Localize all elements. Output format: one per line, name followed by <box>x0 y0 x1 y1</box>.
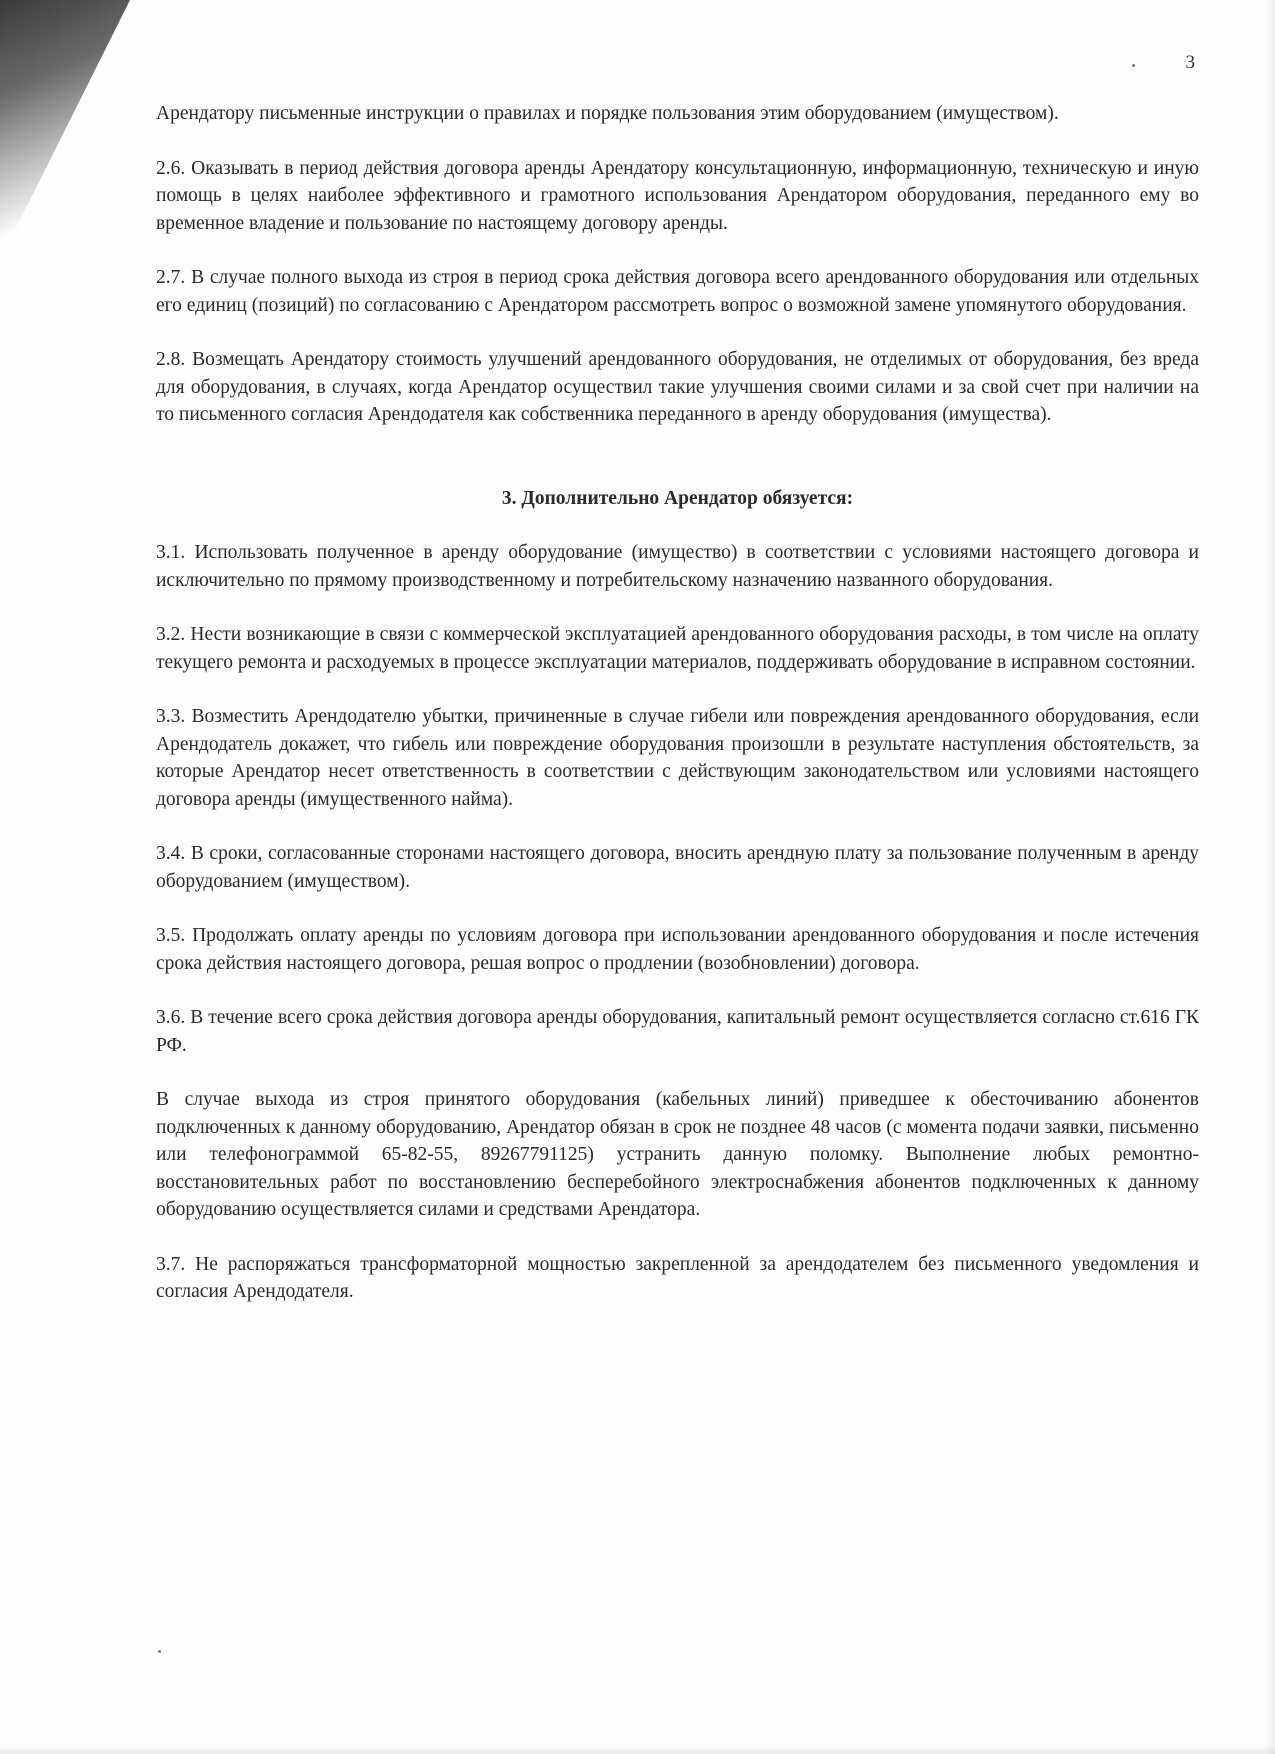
scan-shadow-bottom-edge <box>0 1746 1275 1754</box>
paragraph-3-2: 3.2. Нести возникающие в связи с коммерческой эксплуатацией арендованного оборудования расходы, в том числе на оплату текущего ремонта и расходуемых в процессе эксплуатации материалов, поддерживать оборудование в исправном состоянии. <box>156 624 1199 673</box>
document-body <box>156 100 1199 1333</box>
paragraph-3-7: 3.7. Не распоряжаться трансформаторной мощностью закрепленной за арендодателем без письменного уведомления и согласия Арендодателя. <box>156 1253 1199 1302</box>
scan-shadow-corner <box>0 0 130 260</box>
scan-shadow-right-edge <box>1265 0 1275 1754</box>
paragraph-3-1: 3.1. Использовать полученное в аренду оборудование (имущество) в соответствии с условиями настоящего договора и исключительно по прямому производственному и потребительскому назначению названного оборудования. <box>156 542 1199 591</box>
paragraph-3-5: 3.5. Продолжать оплату аренды по условиям договора при использовании арендованного оборудования и после истечения срока действия настоящего договора, решая вопрос о продлении (возобновлении) договора. <box>156 925 1199 974</box>
page-number: 3 <box>1185 52 1195 73</box>
paragraph-3-6-outage: В случае выхода из строя принятого оборудования (кабельных линий) приведшее к обесточиванию абонентов подключенных к данному оборудованию, Арендатор обязан в срок не позднее 48 часов (с момента подачи заявки, письменно или телефонограммой 65-82-55, 89267791125) устранить данную поломку. Выполнение любых ремонтно-восстановительных работ по восстановлению бесперебойного электроснабжения абонентов подключенных к данному оборудованию осуществляется силами и средствами Арендатора. <box>156 1089 1199 1220</box>
paragraph-2-5-continuation: Арендатору письменные инструкции о правилах и порядке пользования этим оборудованием (имуществом). <box>156 103 1059 124</box>
scan-speck <box>1132 64 1135 67</box>
paragraph-3-4: 3.4. В сроки, согласованные сторонами настоящего договора, вносить арендную плату за пользование полученным в аренду оборудованием (имуществом). <box>156 843 1199 892</box>
paragraph-3-6: 3.6. В течение всего срока действия договора аренды оборудования, капитальный ремонт осуществляется согласно ст.616 ГК РФ. <box>156 1007 1199 1056</box>
section-3-heading: 3. Дополнительно Арендатор обязуется: <box>501 487 854 509</box>
scan-speck <box>158 1650 161 1653</box>
paragraph-3-3: 3.3. Возместить Арендодателю убытки, причиненные в случае гибели или повреждения арендованного оборудования, если Арендодатель докажет, что гибель или повреждение оборудования произошли в результате наступления обстоятельств, за которые Арендатор несет ответственность в соответствии с действующим законодательством или условиями настоящего договора аренды (имущественного найма). <box>156 706 1199 810</box>
paragraph-2-7: 2.7. В случае полного выхода из строя в период срока действия договора всего арендованного оборудования или отдельных его единиц (позиций) по согласованию с Арендатором рассмотреть вопрос о возможной замене упомянутого оборудования. <box>156 267 1199 316</box>
paragraph-2-6: 2.6. Оказывать в период действия договора аренды Арендатору консультационную, информационную, техническую и иную помощь в целях наиболее эффективного и грамотного использования Арендатором оборудования, переданного ему во временное владение и пользование по настоящему договору аренды. <box>156 157 1199 234</box>
paragraph-2-8: 2.8. Возмещать Арендатору стоимость улучшений арендованного оборудования, не отделимых от оборудования, без вреда для оборудования, в случаях, когда Арендатор осуществил такие улучшения своими силами и за свой счет при наличии на то письменного согласия Арендодателя как собственника переданного в аренду оборудования (имущества). <box>156 349 1199 425</box>
